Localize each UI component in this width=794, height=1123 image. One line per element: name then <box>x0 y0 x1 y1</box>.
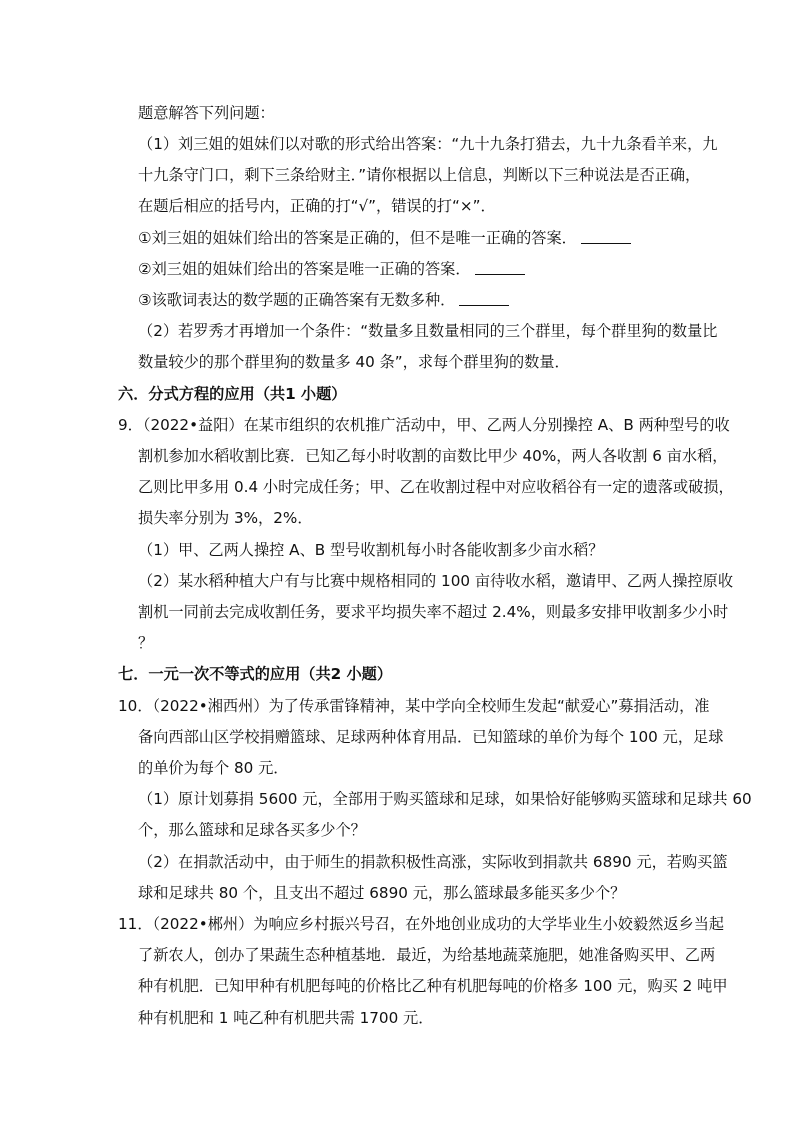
answer-blank <box>475 260 525 275</box>
section-heading: 七．一元一次不等式的应用（共2 小题） <box>118 665 393 683</box>
text-line: 乙则比甲多用 0.4 小时完成任务；甲、乙在收割过程中对应收稻谷有一定的遗落或破损， <box>138 478 734 496</box>
text-line: ？ <box>138 634 154 652</box>
text-line: 备向西部山区学校捐赠篮球、足球两种体育用品．已知篮球的单价为每个 100 元，足球 <box>138 728 724 746</box>
section-heading: 六．分式方程的应用（共1 小题） <box>118 385 347 403</box>
question-9-line: 9．（2022•益阳）在某市组织的农机推广活动中，甲、乙两人分别操控 A、B 两种型号的收 <box>118 416 730 434</box>
text-line: （2）某水稻种植大户有与比赛中规格相同的 100 亩待收水稻，邀请甲、乙两人操控原收 <box>138 572 734 590</box>
statement-text: ①刘三姐的姐妹们给出的答案是正确的，但不是唯一正确的答案． <box>138 229 577 247</box>
text-line: 数量较少的那个群里狗的数量多 40 条”，求每个群里狗的数量． <box>138 353 570 371</box>
text-line: 种有机肥．已知甲种有机肥每吨的价格比乙种有机肥每吨的价格多 100 元，购买 2 吨甲 <box>138 977 728 995</box>
text-line: （2）若罗秀才再增加一个条件：“数量多且数量相同的三个群里，每个群里狗的数量比 <box>138 322 718 340</box>
answer-blank <box>459 291 509 306</box>
statement-1 <box>138 228 631 248</box>
text-line: 球和足球共 80 个，且支出不超过 6890 元，那么篮球最多能买多少个？ <box>138 884 626 902</box>
question-10-line: 10．（2022•湘西州）为了传承雷锋精神，某中学向全校师生发起“献爱心”募捐活动，准 <box>118 697 710 715</box>
text-line: 损失率分别为 3%，2%． <box>138 509 313 527</box>
text-line: 个，那么篮球和足球各买多少个？ <box>138 821 366 839</box>
text-line: 割机一同前去完成收割任务，要求平均损失率不超过 2.4%，则最多安排甲收割多少小时 <box>138 603 729 621</box>
text-line: （1）原计划募捐 5600 元，全部用于购买篮球和足球，如果恰好能够购买篮球和足球共 60 <box>138 790 752 808</box>
statement-2 <box>138 259 525 279</box>
answer-blank <box>581 229 631 244</box>
text-line: 种有机肥和 1 吨乙种有机肥共需 1700 元． <box>138 1009 434 1027</box>
text-line: 十九条守门口，剩下三条给财主．”请你根据以上信息，判断以下三种说法是否正确， <box>138 166 701 184</box>
statement-text: ②刘三姐的姐妹们给出的答案是唯一正确的答案． <box>138 260 471 278</box>
text-line: 割机参加水稻收割比赛．已知乙每小时收割的亩数比甲少 40%，两人各收割 6 亩水稻， <box>138 447 728 465</box>
text-line: 了新农人，创办了果蔬生态种植基地．最近，为给基地蔬菜施肥，她准备购买甲、乙两 <box>138 946 716 964</box>
text-line: （2）在捐款活动中，由于师生的捐款积极性高涨，实际收到捐款共 6890 元，若购买篮 <box>138 853 728 871</box>
statement-3 <box>138 290 509 310</box>
text-line: 题意解答下列问题： <box>138 104 275 122</box>
question-11-line: 11．（2022•郴州）为响应乡村振兴号召，在外地创业成功的大学毕业生小姣毅然返乡当起 <box>118 915 725 933</box>
text-line: （1）刘三姐的姐妹们以对歌的形式给出答案：“九十九条打猎去，九十九条看羊来，九 <box>138 135 718 153</box>
text-line: 在题后相应的括号内，正确的打“√”，错误的打“×”． <box>138 197 496 215</box>
statement-text: ③该歌词表达的数学题的正确答案有无数多种． <box>138 291 456 309</box>
text-line: （1）甲、乙两人操控 A、B 型号收割机每小时各能收割多少亩水稻？ <box>138 541 604 559</box>
text-line: 的单价为每个 80 元． <box>138 759 289 777</box>
